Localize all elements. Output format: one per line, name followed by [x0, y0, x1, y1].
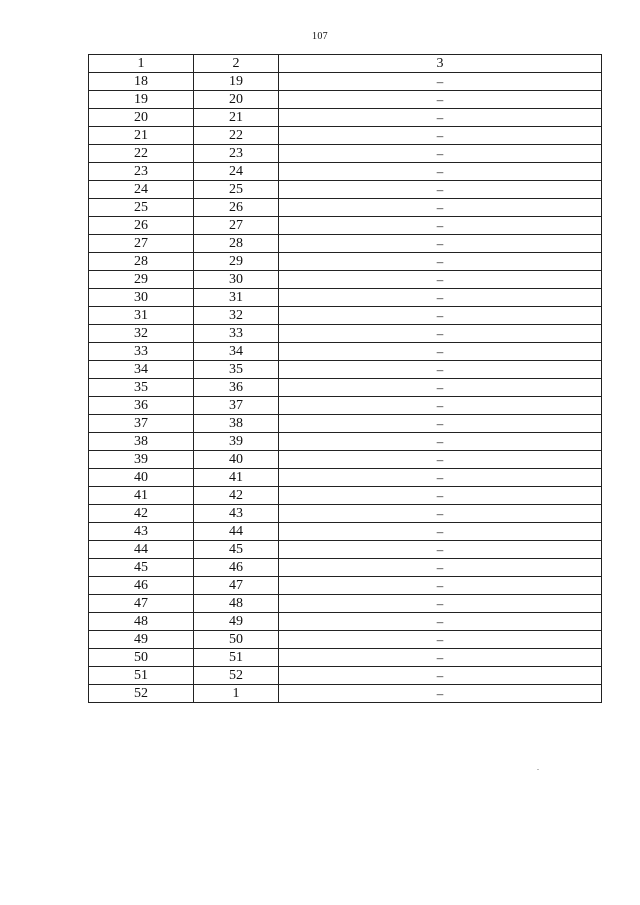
- table-cell-col-2: 23: [194, 145, 279, 163]
- table-row: [89, 361, 602, 379]
- column-header-3: 3: [279, 55, 602, 73]
- table-cell-col-3: –: [279, 361, 602, 379]
- table-cell-col-1: 36: [89, 397, 194, 415]
- table-cell-col-3: –: [279, 505, 602, 523]
- table-cell-col-1: 30: [89, 289, 194, 307]
- table-row: [89, 559, 602, 577]
- table-cell-col-3: –: [279, 523, 602, 541]
- table-row: [89, 307, 602, 325]
- table-cell-col-3: –: [279, 631, 602, 649]
- table-cell-col-2: 32: [194, 307, 279, 325]
- table-cell-col-2: 47: [194, 577, 279, 595]
- table-cell-col-3: –: [279, 217, 602, 235]
- table-cell-col-3: –: [279, 235, 602, 253]
- table-cell-col-1: 41: [89, 487, 194, 505]
- table-cell-col-3: –: [279, 541, 602, 559]
- header-row: [89, 55, 602, 73]
- table-cell-col-2: 20: [194, 91, 279, 109]
- data-table-container: [88, 54, 601, 703]
- table-cell-col-2: 40: [194, 451, 279, 469]
- table-cell-col-3: –: [279, 199, 602, 217]
- table-cell-col-3: –: [279, 451, 602, 469]
- table-cell-col-3: –: [279, 613, 602, 631]
- table-row: [89, 577, 602, 595]
- table-cell-col-1: 18: [89, 73, 194, 91]
- table-cell-col-1: 25: [89, 199, 194, 217]
- table-cell-col-3: –: [279, 343, 602, 361]
- table-body: [89, 73, 602, 703]
- table-cell-col-1: 29: [89, 271, 194, 289]
- table-cell-col-1: 34: [89, 361, 194, 379]
- table-row: [89, 469, 602, 487]
- table-row: [89, 163, 602, 181]
- table-row: [89, 451, 602, 469]
- table-cell-col-2: 26: [194, 199, 279, 217]
- table-cell-col-1: 28: [89, 253, 194, 271]
- table-row: [89, 541, 602, 559]
- table-cell-col-1: 50: [89, 649, 194, 667]
- table-cell-col-3: –: [279, 415, 602, 433]
- table-row: [89, 433, 602, 451]
- table-cell-col-3: –: [279, 559, 602, 577]
- table-row: [89, 127, 602, 145]
- table-cell-col-1: 27: [89, 235, 194, 253]
- table-cell-col-1: 43: [89, 523, 194, 541]
- table-cell-col-1: 33: [89, 343, 194, 361]
- table-cell-col-3: –: [279, 469, 602, 487]
- table-cell-col-2: 34: [194, 343, 279, 361]
- table-row: [89, 73, 602, 91]
- table-row: [89, 595, 602, 613]
- table-cell-col-2: 19: [194, 73, 279, 91]
- table-cell-col-2: 41: [194, 469, 279, 487]
- table-cell-col-3: –: [279, 307, 602, 325]
- table-cell-col-3: –: [279, 685, 602, 703]
- table-row: [89, 109, 602, 127]
- table-cell-col-2: 42: [194, 487, 279, 505]
- table-cell-col-1: 32: [89, 325, 194, 343]
- table-row: [89, 523, 602, 541]
- table-row: [89, 235, 602, 253]
- column-header-2: 2: [194, 55, 279, 73]
- table-row: [89, 487, 602, 505]
- table-cell-col-3: –: [279, 487, 602, 505]
- table-cell-col-2: 21: [194, 109, 279, 127]
- table-header: [89, 55, 602, 73]
- table-cell-col-2: 51: [194, 649, 279, 667]
- table-cell-col-3: –: [279, 73, 602, 91]
- table-cell-col-3: –: [279, 289, 602, 307]
- table-row: [89, 325, 602, 343]
- table-cell-col-1: 22: [89, 145, 194, 163]
- table-cell-col-2: 44: [194, 523, 279, 541]
- table-cell-col-2: 48: [194, 595, 279, 613]
- table-cell-col-1: 37: [89, 415, 194, 433]
- table-row: [89, 343, 602, 361]
- table-row: [89, 667, 602, 685]
- table-cell-col-1: 42: [89, 505, 194, 523]
- table-cell-col-1: 52: [89, 685, 194, 703]
- table-cell-col-3: –: [279, 253, 602, 271]
- table-row: [89, 253, 602, 271]
- page-number: 107: [312, 31, 328, 42]
- table-cell-col-3: –: [279, 325, 602, 343]
- table-cell-col-2: 43: [194, 505, 279, 523]
- table-cell-col-3: –: [279, 163, 602, 181]
- table-cell-col-3: –: [279, 271, 602, 289]
- table-cell-col-1: 19: [89, 91, 194, 109]
- table-cell-col-2: 37: [194, 397, 279, 415]
- table-row: [89, 91, 602, 109]
- table-cell-col-3: –: [279, 181, 602, 199]
- table-cell-col-1: 38: [89, 433, 194, 451]
- table-cell-col-2: 52: [194, 667, 279, 685]
- table-cell-col-1: 23: [89, 163, 194, 181]
- table-cell-col-1: 48: [89, 613, 194, 631]
- table-cell-col-2: 50: [194, 631, 279, 649]
- table-cell-col-3: –: [279, 649, 602, 667]
- table-row: [89, 217, 602, 235]
- table-cell-col-2: 1: [194, 685, 279, 703]
- table-row: [89, 181, 602, 199]
- table-cell-col-2: 39: [194, 433, 279, 451]
- table-cell-col-2: 24: [194, 163, 279, 181]
- table-cell-col-2: 25: [194, 181, 279, 199]
- table-cell-col-3: –: [279, 595, 602, 613]
- table-row: [89, 145, 602, 163]
- table-cell-col-2: 30: [194, 271, 279, 289]
- table-row: [89, 271, 602, 289]
- table-row: [89, 505, 602, 523]
- table-cell-col-1: 49: [89, 631, 194, 649]
- table-cell-col-1: 20: [89, 109, 194, 127]
- table-row: [89, 199, 602, 217]
- table-row: [89, 649, 602, 667]
- table-row: [89, 613, 602, 631]
- data-table: [88, 54, 602, 703]
- column-header-1: 1: [89, 55, 194, 73]
- table-cell-col-2: 35: [194, 361, 279, 379]
- table-cell-col-1: 24: [89, 181, 194, 199]
- table-cell-col-3: –: [279, 433, 602, 451]
- table-row: [89, 289, 602, 307]
- table-cell-col-1: 39: [89, 451, 194, 469]
- table-cell-col-1: 46: [89, 577, 194, 595]
- table-cell-col-2: 28: [194, 235, 279, 253]
- table-cell-col-3: –: [279, 667, 602, 685]
- table-cell-col-2: 46: [194, 559, 279, 577]
- table-cell-col-1: 47: [89, 595, 194, 613]
- table-row: [89, 415, 602, 433]
- table-cell-col-3: –: [279, 109, 602, 127]
- table-cell-col-1: 21: [89, 127, 194, 145]
- table-cell-col-3: –: [279, 577, 602, 595]
- table-cell-col-2: 22: [194, 127, 279, 145]
- table-cell-col-3: –: [279, 127, 602, 145]
- table-cell-col-2: 33: [194, 325, 279, 343]
- table-cell-col-2: 31: [194, 289, 279, 307]
- table-cell-col-1: 40: [89, 469, 194, 487]
- table-cell-col-2: 49: [194, 613, 279, 631]
- table-cell-col-3: –: [279, 145, 602, 163]
- table-row: [89, 379, 602, 397]
- scan-speck: [537, 769, 539, 770]
- table-row: [89, 685, 602, 703]
- table-cell-col-1: 51: [89, 667, 194, 685]
- table-cell-col-1: 44: [89, 541, 194, 559]
- table-cell-col-3: –: [279, 379, 602, 397]
- table-row: [89, 631, 602, 649]
- table-cell-col-1: 35: [89, 379, 194, 397]
- table-cell-col-2: 38: [194, 415, 279, 433]
- table-cell-col-2: 29: [194, 253, 279, 271]
- table-cell-col-2: 27: [194, 217, 279, 235]
- table-cell-col-2: 45: [194, 541, 279, 559]
- table-cell-col-3: –: [279, 91, 602, 109]
- table-cell-col-1: 26: [89, 217, 194, 235]
- table-row: [89, 397, 602, 415]
- table-cell-col-1: 31: [89, 307, 194, 325]
- table-cell-col-1: 45: [89, 559, 194, 577]
- table-cell-col-3: –: [279, 397, 602, 415]
- table-cell-col-2: 36: [194, 379, 279, 397]
